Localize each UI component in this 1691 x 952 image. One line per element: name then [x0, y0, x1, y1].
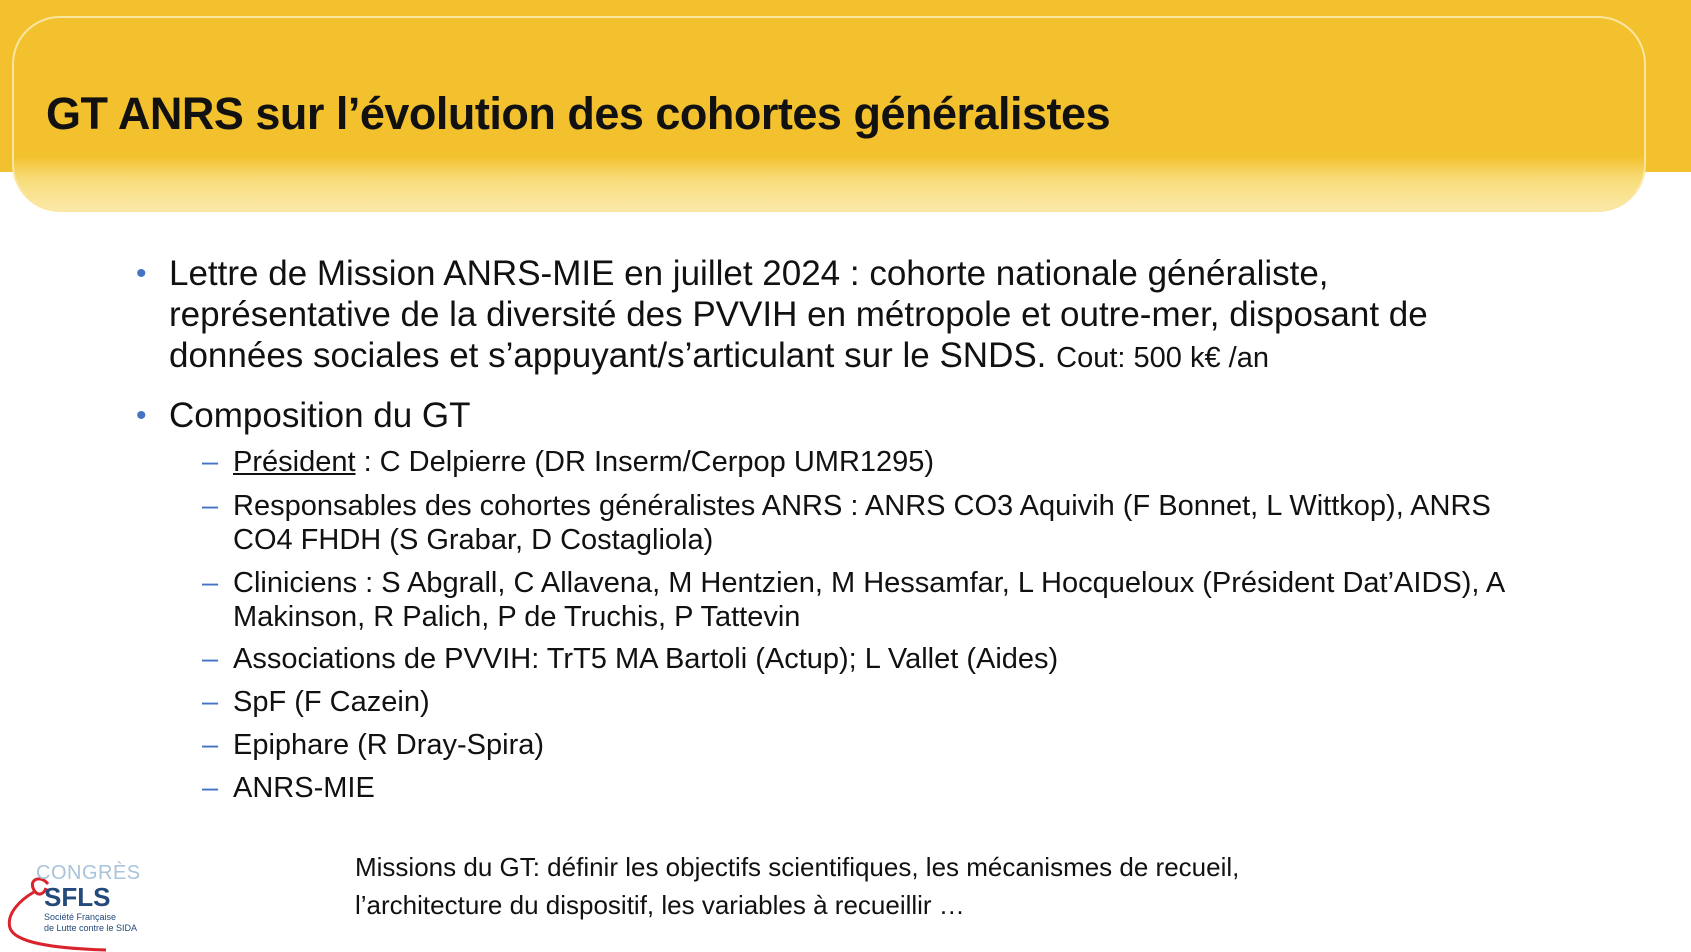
sub-item-text: Epiphare (R Dray-Spira): [233, 729, 545, 761]
bullet-line-with-note: [169, 335, 1669, 379]
bullet-line: Lettre de Mission ANRS-MIE en juillet 2024 : cohorte nationale généraliste,: [169, 254, 1329, 293]
president-name: : C Delpierre (DR Inserm/Cerpop UMR1295): [355, 446, 935, 478]
bullet-dot-icon: •: [136, 399, 147, 432]
sub-item-text: SpF (F Cazein): [233, 686, 430, 718]
logo-congres-text: CONGRÈS: [36, 862, 141, 884]
bullet-text: [169, 253, 1669, 379]
logo-subtitle: [44, 912, 154, 934]
dash-icon: –: [202, 567, 219, 599]
sub-item-text: ANRS-MIE: [233, 772, 375, 804]
logo-sfls-text: SFLS: [44, 882, 111, 912]
sub-item-line: Responsables des cohortes généralistes ANRS : ANRS CO3 Aquivih (F Bonnet, L Wittkop), ANRS: [233, 490, 1491, 522]
sub-item-text: [233, 489, 1673, 557]
bullet-text: Composition du GT: [169, 396, 471, 435]
logo-subtitle-line: de Lutte contre le SIDA: [44, 923, 138, 933]
sub-item-text: [233, 445, 1673, 479]
sub-item-text: [233, 566, 1673, 634]
missions-line: l’architecture du dispositif, les variables à recueillir …: [355, 890, 965, 920]
slide-title: GT ANRS sur l’évolution des cohortes généralistes: [46, 88, 1111, 139]
sub-item-text: Associations de PVVIH: TrT5 MA Bartoli (Actup); L Vallet (Aides): [233, 643, 1059, 675]
dash-icon: –: [202, 729, 219, 761]
logo-subtitle-line: Société Française: [44, 912, 117, 922]
sub-item-line: Makinson, R Palich, P de Truchis, P Tattevin: [233, 601, 801, 633]
dash-icon: –: [202, 686, 219, 718]
missions-line: Missions du GT: définir les objectifs scientifiques, les mécanismes de recueil,: [355, 852, 1240, 882]
dash-icon: –: [202, 490, 219, 522]
dash-icon: –: [202, 643, 219, 675]
dash-icon: –: [202, 772, 219, 804]
president-label: Président: [233, 446, 356, 478]
sub-item-line: CO4 FHDH (S Grabar, D Costagliola): [233, 524, 714, 556]
bullet-line: représentative de la diversité des PVVIH en métropole et outre-mer, disposant de: [169, 295, 1428, 334]
dash-icon: –: [202, 446, 219, 478]
cost-note: Cout: 500 k€ /an: [1056, 342, 1269, 374]
bullet-line: données sociales et s’appuyant/s’articulant sur le SNDS.: [169, 336, 1047, 375]
missions-text: [355, 848, 1455, 924]
sub-item-line: Cliniciens : S Abgrall, C Allavena, M Hentzien, M Hessamfar, L Hocqueloux (Président Dat’AIDS), A: [233, 567, 1506, 599]
congres-sfls-logo: [0, 862, 150, 952]
bullet-dot-icon: •: [136, 257, 147, 290]
